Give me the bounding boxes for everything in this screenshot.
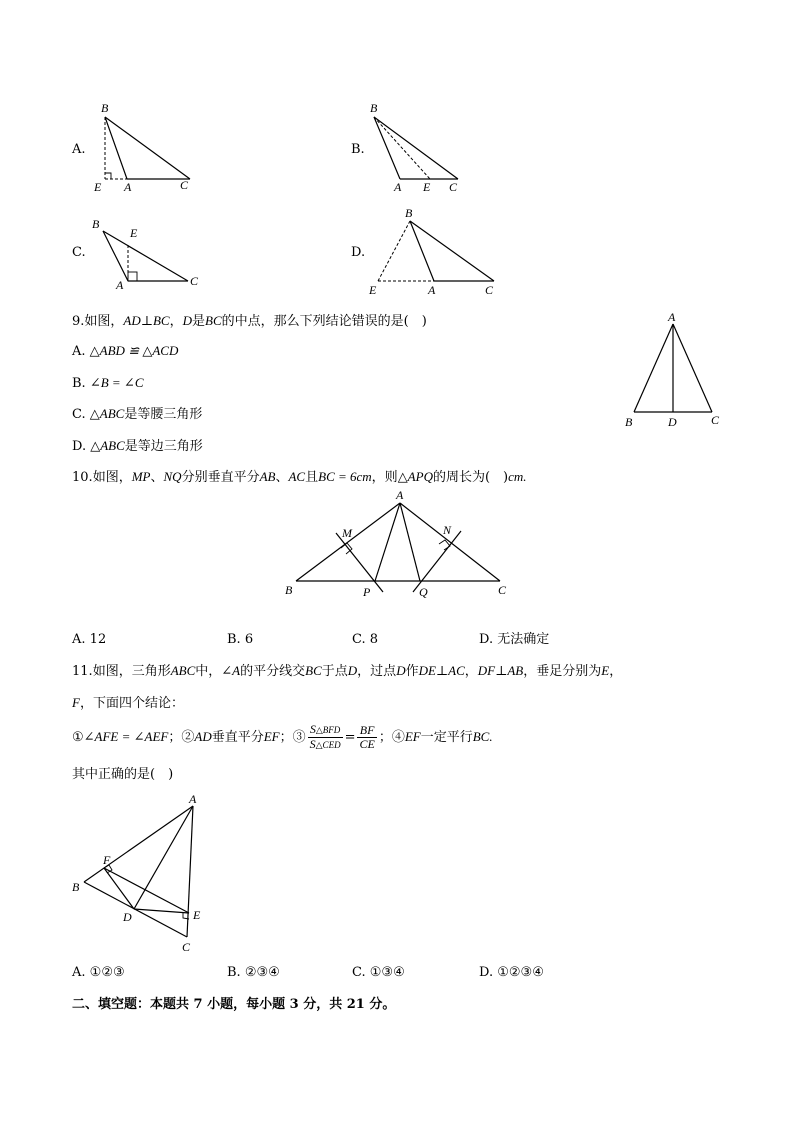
q10-number: 10. — [72, 470, 93, 485]
q10-option-letter: B. — [227, 632, 241, 647]
q9-option-math: ∠B = ∠C — [89, 375, 144, 390]
q10-stem-math: AB — [259, 469, 276, 484]
q9-stem-text: 如图， — [84, 314, 124, 329]
q10-option-text: 8 — [369, 632, 379, 647]
q11-text: 如图，三角形 — [92, 664, 171, 679]
q9-option-math: △ABC — [90, 438, 125, 453]
q11-math: DE⊥AC — [418, 663, 465, 678]
q11-option-letter: C. — [352, 965, 366, 980]
q8b-label-b: B — [370, 101, 378, 115]
q9-option-letter: C. — [72, 407, 86, 422]
q10-stem-text: 、 — [150, 470, 164, 485]
q10-option-letter: C. — [352, 632, 366, 647]
q11-math: ∠A — [221, 663, 241, 678]
q11-math: BC — [305, 663, 322, 678]
q8b-label-a: A — [394, 180, 402, 194]
q11-text: 垂直平分 — [211, 730, 264, 745]
q9-stem-math: BC — [205, 313, 222, 328]
q10-label-a: A — [396, 488, 404, 502]
q10-stem-text: 分别垂直平分 — [181, 470, 260, 485]
q11-text: 作 — [405, 664, 419, 679]
q10-option-text: 6 — [244, 632, 254, 647]
q11-option-b[interactable] — [227, 964, 280, 982]
q11-option-letter: A. — [72, 965, 86, 980]
q9-option-text: 是等腰三角形 — [124, 407, 203, 422]
q11-text: 中， — [195, 664, 222, 679]
q10-stem-math: cm. — [508, 469, 527, 484]
q11-math: BC. — [472, 729, 493, 744]
q11-math: F — [72, 695, 80, 710]
q11-text: ，过点 — [357, 664, 397, 679]
q8b-label-c: C — [449, 180, 458, 194]
q8-option-c-letter: C. — [72, 245, 86, 260]
q9-stem-text: ， — [169, 314, 183, 329]
q9-option-math: △ABD ≌ △ACD — [89, 343, 179, 358]
q11-ask: 其中正确的是( ) — [72, 767, 174, 782]
q10-label-p: P — [363, 585, 371, 599]
q10-stem-text: 、 — [275, 470, 289, 485]
q9-label-c: C — [711, 413, 720, 427]
q11-math: BF — [357, 724, 376, 738]
q11-option-a[interactable] — [72, 964, 125, 982]
q11-math: △BFD — [315, 725, 341, 735]
q10-option-text: 无法确定 — [497, 632, 550, 647]
q8a-label-b: B — [101, 101, 109, 115]
section-2-heading: 二、填空题：本题共 7 小题，每小题 3 分，共 21 分。 — [72, 997, 396, 1012]
q8a-label-c: C — [180, 178, 189, 192]
q8c-label-a: A — [116, 278, 124, 292]
q11-text: 于点 — [321, 664, 348, 679]
q8c-label-b: B — [92, 217, 100, 231]
q9-option-letter: A. — [72, 344, 86, 359]
q11-text: ① — [72, 730, 84, 745]
q11-math: CE — [359, 737, 375, 751]
q11-option-text: ①②③ — [89, 965, 125, 980]
q11-text: 的平分线交 — [240, 664, 306, 679]
q11-label-a: A — [189, 792, 197, 806]
q10-label-b: B — [285, 583, 293, 597]
q8-option-a-letter: A. — [72, 142, 86, 157]
q9-stem-math: D — [182, 313, 192, 328]
q9-option-math: △ABC — [89, 406, 125, 421]
q8-option-b-letter: B. — [351, 142, 365, 157]
q11-option-text: ①②③④ — [497, 965, 544, 980]
q9-stem-text: 是 — [192, 314, 206, 329]
q10-stem-math: NQ — [163, 469, 182, 484]
q11-text: ；③ — [279, 730, 306, 745]
q8a-label-a: A — [124, 180, 132, 194]
q9-option-letter: D. — [72, 439, 87, 454]
q10-stem-text: 且 — [305, 470, 319, 485]
q11-math: DF⊥AB — [477, 663, 524, 678]
q8c-label-c: C — [190, 274, 199, 288]
q9-label-a: A — [668, 310, 676, 324]
q10-stem-math: AC — [288, 469, 306, 484]
q11-math: EF — [404, 729, 421, 744]
q10-label-c: C — [498, 583, 507, 597]
q11-text: 一定平行 — [420, 730, 473, 745]
q8c-label-e: E — [130, 226, 138, 240]
q9-stem-math: AD⊥BC — [123, 313, 170, 328]
q11-math: D — [396, 663, 406, 678]
q9-stem-text: 的中点，那么下列结论错误的是( ) — [221, 314, 427, 329]
q10-option-text: 12 — [89, 632, 107, 647]
q8d-label-a: A — [428, 283, 436, 297]
q11-option-letter: B. — [227, 965, 241, 980]
q8-option-d-letter: D. — [351, 245, 366, 260]
q10-option-letter: D. — [479, 632, 494, 647]
q8d-label-e: E — [369, 283, 377, 297]
q11-text: ，下面四个结论： — [79, 696, 184, 711]
q10-label-m: M — [342, 526, 352, 540]
q11-math: E — [601, 663, 610, 678]
q11-label-c: C — [182, 940, 191, 954]
q11-text: = — [344, 730, 356, 745]
q11-number: 11. — [72, 664, 93, 679]
q11-math: S — [309, 737, 316, 751]
q11-math: D — [347, 663, 358, 678]
q11-label-d: D — [123, 910, 132, 924]
q10-label-q: Q — [419, 585, 428, 599]
q11-math: ∠AFE = ∠AEF — [83, 729, 169, 744]
q11-text: ，垂足分别为 — [523, 664, 602, 679]
q11-text: ；② — [168, 730, 195, 745]
q11-math: EF — [263, 729, 280, 744]
q11-math: △CED — [315, 740, 341, 750]
q9-label-d: D — [668, 415, 677, 429]
q9-option-letter: B. — [72, 376, 86, 391]
q11-option-letter: D. — [479, 965, 494, 980]
q11-math: S — [309, 722, 316, 736]
q11-text: ；④ — [378, 730, 405, 745]
q9-number: 9. — [72, 314, 85, 329]
q9-label-b: B — [625, 415, 633, 429]
q11-option-text: ①③④ — [369, 965, 405, 980]
q8b-label-e: E — [423, 180, 431, 194]
q11-math: ABC — [170, 663, 196, 678]
q8a-label-e: E — [94, 180, 102, 194]
q11-option-text: ②③④ — [244, 965, 280, 980]
q10-option-letter: A. — [72, 632, 86, 647]
q10-stem-math: BC = 6cm — [318, 469, 372, 484]
q10-stem-text: ，则 — [371, 470, 398, 485]
q8d-label-c: C — [485, 283, 494, 297]
q10-label-n: N — [443, 523, 452, 537]
q10-stem-text: 的周长为( ) — [432, 470, 509, 485]
q10-stem-math: MP — [131, 469, 151, 484]
q10-stem-text: 如图， — [92, 470, 132, 485]
q11-math: AD — [194, 729, 212, 744]
q11-label-b: B — [72, 880, 80, 894]
q11-option-c[interactable] — [352, 964, 405, 982]
q10-stem-math: △APQ — [397, 469, 433, 484]
q8d-label-b: B — [405, 206, 413, 220]
q11-label-f: F — [103, 853, 111, 867]
q11-text: ， — [464, 664, 478, 679]
q9-option-text: 是等边三角形 — [124, 439, 203, 454]
q11-option-d[interactable] — [479, 964, 544, 982]
q11-text: ， — [609, 664, 623, 679]
q11-label-e: E — [193, 908, 201, 922]
